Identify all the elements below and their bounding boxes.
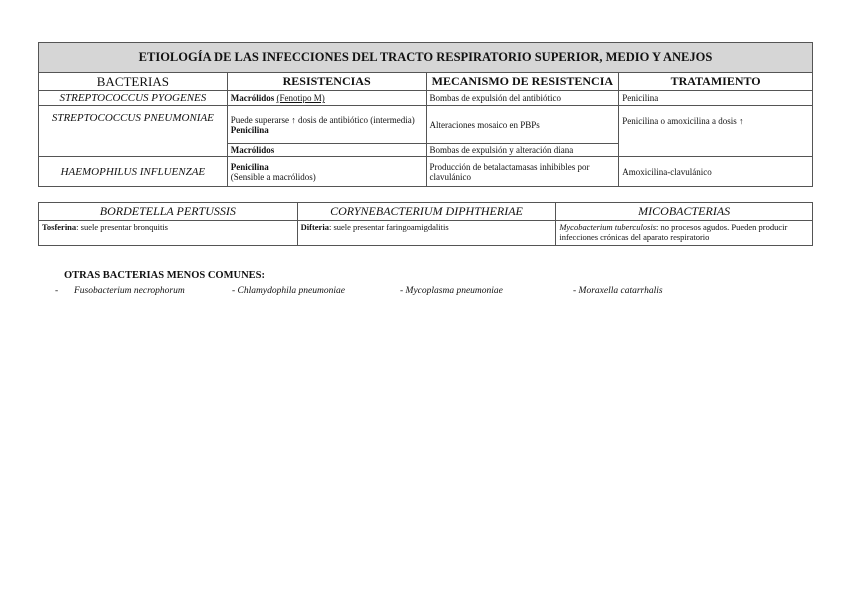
list-item: Fusobacterium necrophorum	[74, 286, 185, 296]
mechanism-cell: Alteraciones mosaico en PBPs	[426, 106, 619, 144]
bordetella-cell	[39, 221, 298, 246]
resistance-drug: Penicilina	[230, 124, 269, 135]
table-row	[39, 91, 813, 106]
table-row	[39, 221, 813, 246]
other-pathogens-table	[38, 202, 813, 246]
species-name: Mycobacterium tuberculosis	[559, 222, 657, 232]
resistance-drug: Macrólidos	[230, 93, 275, 103]
mechanism-cell: Bombas de expulsión del antibiótico	[426, 91, 619, 106]
bacteria-name: STREPTOCOCCUS PYOGENES	[39, 91, 228, 106]
resistance-drug: Penicilina	[230, 161, 269, 172]
header-bordetella: BORDETELLA PERTUSSIS	[39, 203, 298, 221]
coryne-cell	[297, 221, 556, 246]
other-bacteria-title: OTRAS BACTERIAS MENOS COMUNES:	[64, 270, 265, 281]
resistance-cell	[227, 144, 426, 157]
bacteria-name: HAEMOPHILUS INFLUENZAE	[39, 157, 228, 187]
treatment-cell: Penicilina	[619, 91, 813, 106]
list-bullet: -	[55, 286, 59, 296]
header-resistencias: RESISTENCIAS	[227, 73, 426, 91]
myco-cell	[556, 221, 813, 246]
resistance-cell	[227, 91, 426, 106]
header-bacterias: BACTERIAS	[39, 73, 228, 91]
resistance-note: Puede superarse ↑ dosis de antibiótico (intermedia)	[230, 114, 415, 125]
mechanism-cell: Producción de betalactamasas inhibibles por clavulánico	[426, 157, 619, 187]
table-title: ETIOLOGÍA DE LAS INFECCIONES DEL TRACTO RESPIRATORIO SUPERIOR, MEDIO Y ANEJOS	[39, 43, 813, 73]
resistance-cell	[227, 106, 426, 144]
disease-note: : suele presentar faringoamigdalitis	[328, 222, 449, 232]
disease-name: Tosferina	[42, 222, 77, 232]
treatment-cell: Penicilina o amoxicilina a dosis ↑	[619, 106, 813, 157]
table-row	[39, 106, 813, 144]
list-item: - Mycoplasma pneumoniae	[400, 286, 503, 296]
resistance-drug: Macrólidos	[230, 145, 275, 155]
header-tratamiento: TRATAMIENTO	[619, 73, 813, 91]
list-item: - Chlamydophila pneumoniae	[232, 286, 345, 296]
table-row	[39, 157, 813, 187]
disease-note: : no procesos agudos. Pueden producir infecciones crónicas del aparato respiratorio	[559, 222, 788, 242]
treatment-cell: Amoxicilina-clavulánico	[619, 157, 813, 187]
list-item: - Moraxella catarrhalis	[573, 286, 663, 296]
bacteria-name: STREPTOCOCCUS PNEUMONIAE	[39, 106, 228, 157]
phenotype-link[interactable]: (Fenotipo M)	[276, 93, 325, 103]
disease-note: : suele presentar bronquitis	[76, 222, 168, 232]
etiology-table	[38, 42, 813, 187]
disease-name: Difteria	[300, 222, 329, 232]
mechanism-cell: Bombas de expulsión y alteración diana	[426, 144, 619, 157]
header-corynebacterium: CORYNEBACTERIUM DIPHTHERIAE	[297, 203, 556, 221]
header-micobacterias: MICOBACTERIAS	[556, 203, 813, 221]
header-mecanismo: MECANISMO DE RESISTENCIA	[426, 73, 619, 91]
resistance-note: (Sensible a macrólidos)	[230, 171, 316, 182]
resistance-cell	[227, 157, 426, 187]
